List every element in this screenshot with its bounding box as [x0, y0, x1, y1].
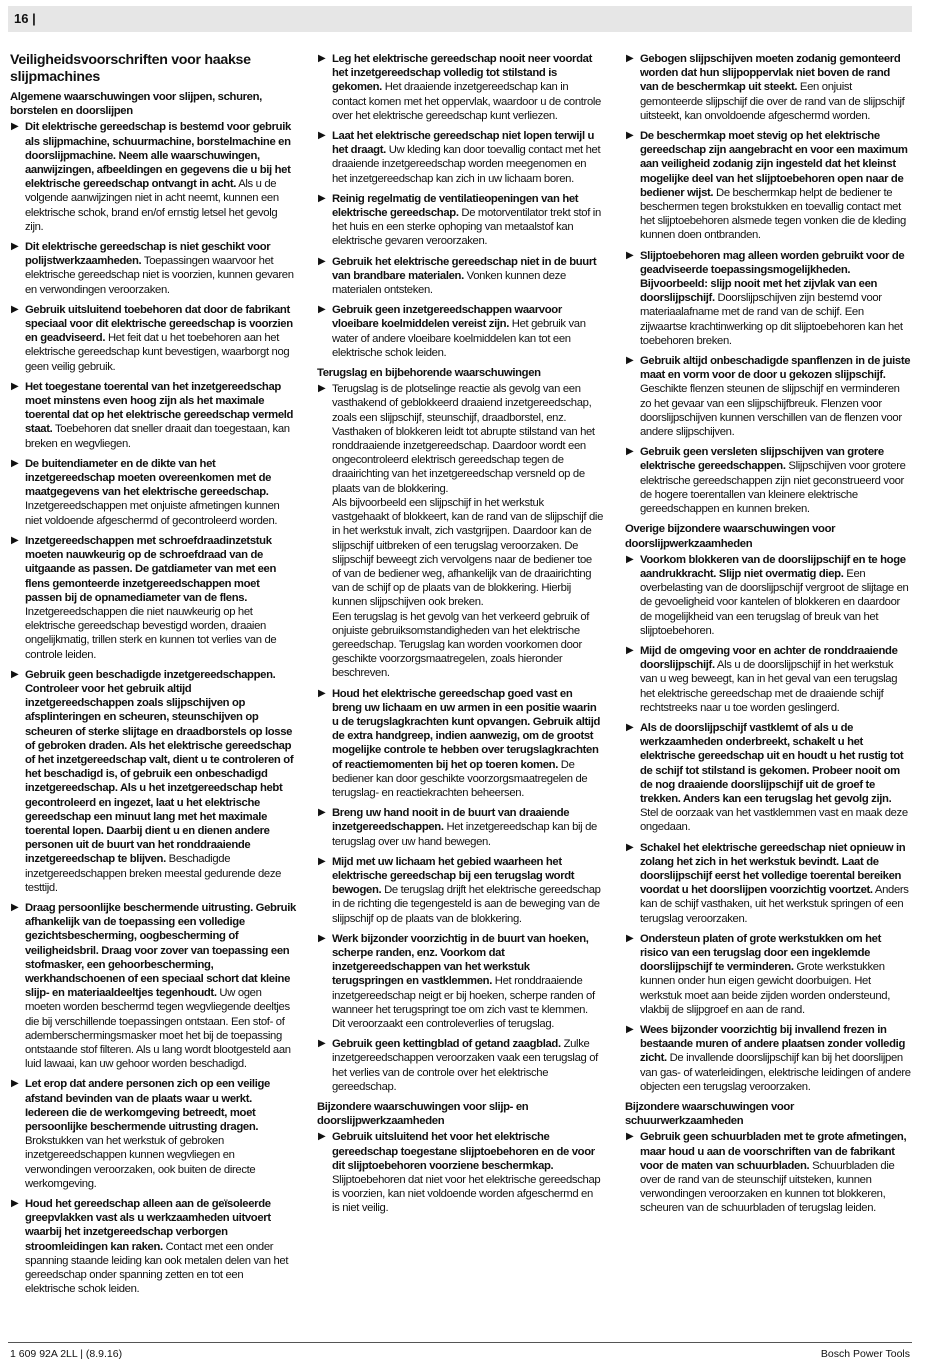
page-header-bar [8, 6, 912, 32]
warning-bold-text: Schakel het elektrische gereedschap niet opnieuw in zolang het zich in het werkstuk bevindt. Laat de doorslijpschijf eerst het volledige toerental bereiken voordat u het doorslijpen voorzichtig voortzet. [640, 841, 906, 897]
warning-item [317, 303, 603, 360]
bullet-triangle-icon: ▶ [11, 901, 19, 913]
bullet-triangle-icon: ▶ [318, 304, 326, 316]
warning-body-text: Grote werkstukken kunnen onder hun eigen gewicht doorbuigen. Het werkstuk moet aan beide zijden worden ondersteund, vlakbij de slijpgroef en aan de rand. [640, 961, 891, 1016]
warning-item [10, 380, 296, 451]
column-3 [625, 52, 911, 1222]
section-title: Veiligheidsvoorschriften voor haakse slijpmachines [10, 52, 251, 85]
warning-item [625, 129, 911, 243]
bullet-triangle-icon: ▶ [626, 841, 634, 853]
warning-body-text: Een overbelasting van de doorslijpschijf vergroot de slijtage en de gevoeligheid voor kantelen of blokkeren en daardoor de mogelijkheid van een terugslag of breuk van het slijptoebehoren. [640, 567, 909, 637]
warning-body-text: De motorventilator trekt stof in het huis en een sterke ophoping van metaalstof kan elektrische gevaren veroorzaken. [332, 207, 601, 248]
warning-body-text: Inzetgereedschappen met onjuiste afmetingen kunnen niet voldoende afgeschermd of gecontroleerd worden. [25, 500, 280, 527]
warning-bold-text: Houd het gereedschap alleen aan de geïsoleerde greepvlakken vast als u werkzaamheden uitvoert waarbij het inzetgereedschap verborgen stroomleidingen kan raken. [25, 1198, 271, 1253]
warning-item [317, 687, 603, 801]
warning-item [10, 901, 296, 1071]
warning-item [10, 120, 296, 234]
warning-body-text: Beschadigde inzetgereedschappen breken meestal gedurende deze testtijd. [25, 853, 282, 894]
warning-bold-text: Gebruik geen schuurbladen met te grote afmetingen, maar houd u aan de voorschriften van de fabrikant voor de maten van schuurbladen. [640, 1131, 907, 1172]
section-heading: Terugslag en bijbehorende waarschuwingen [317, 367, 541, 380]
bullet-triangle-icon: ▶ [318, 1038, 326, 1050]
warning-bold-text: Gebruik geen kettingblad of getand zaagblad. [332, 1038, 561, 1051]
bullet-triangle-icon: ▶ [318, 255, 326, 267]
warning-body-text: Schuurbladen die over de rand van de steunschijf uitsteken, kunnen verwondingen veroorzaken en kunnen tot blokkeren, scheuren van de schuurbladen of terugslag leiden. [640, 1159, 895, 1215]
warning-body-text: De beschermkap helpt de bediener te beschermen tegen brokstukken en toevallig contact met het slijptoebehoren alsmede tegen vonken die de kleding kunnen doen ontbranden. [640, 186, 906, 242]
bullet-triangle-icon: ▶ [11, 668, 19, 680]
warning-item [625, 52, 911, 123]
warning-body-text: Inzetgereedschappen die niet nauwkeurig op het elektrische gereedschap bevestigd worden, draaien ongelijkmatig, trillen sterk en kunnen tot verlies van de controle leiden. [25, 605, 277, 661]
warning-item [625, 249, 911, 348]
bullet-triangle-icon: ▶ [626, 644, 634, 656]
warning-bold-text: Gebruik uitsluitend toebehoren dat door de fabrikant speciaal voor dit elektrische gereedschap is voorzien en geadviseerd. [25, 303, 293, 345]
warning-bold-text: Inzetgereedschappen met schroefdraadinzetstuk moeten nauwkeurig op de schroefdraad van de uitgaande as passen. De gatdiameter van met een flens gemonteerde inzetgereedschappen moet passen bij de opnamediameter van de flens. [25, 534, 277, 604]
warning-item [317, 1130, 603, 1215]
bullet-triangle-icon: ▶ [11, 303, 19, 315]
warning-item [317, 855, 603, 926]
warning-body-text: Toebehoren dat sneller draait dan toegestaan, kan breken en wegvliegen. [25, 423, 290, 450]
warning-body-text: Slijptoebehoren dat niet voor het elektrische gereedschap is voorzien, kan niet voldoende worden afgeschermd en is niet veilig. [332, 1174, 601, 1215]
bullet-triangle-icon: ▶ [318, 687, 326, 699]
bullet-triangle-icon: ▶ [11, 1198, 19, 1210]
warning-body-text: Een onjuist gemonteerde slijpschijf die over de rand van de slijpschijf uitsteekt, kan onvoldoende afgeschermd worden. [640, 81, 905, 122]
warning-item [625, 553, 911, 638]
warning-bold-text: Werk bijzonder voorzichtig in de buurt van hoeken, scherpe randen, enz. Voorkom dat inzetgereedschappen van het werkstuk terugspringen en vastklemmen. [332, 932, 589, 988]
warning-body-text: De bediener kan door geschikte voorzorgsmaatregelen de terugslag- en reactiekrachten beheersen. [332, 758, 588, 799]
warning-body-text: Het ronddraaiende inzetgereedschap neigt er bij hoeken, scherpe randen of wanneer het terugspringt toe om zich vast te klemmen. Dit veroorzaakt een controleverlies of terugslag. [332, 975, 595, 1030]
warning-item [317, 932, 603, 1031]
warning-item [625, 644, 911, 715]
warning-body-text: Toepassingen waarvoor het elektrische gereedschap niet is voorzien, kunnen gevaren en verwondingen veroorzaken. [25, 255, 294, 296]
warning-bold-text: Het toegestane toerental van het inzetgereedschap moet minstens even hoog zijn als het maximale toerental dat op het elektrische gereedschap vermeld staat. [25, 380, 294, 436]
column-1 [10, 52, 296, 1302]
warning-body-text: Brokstukken van het werkstuk of gebroken inzetgereedschappen kunnen wegvliegen en verwondingen veroorzaken, ook buiten de directe werkomgeving. [25, 1135, 256, 1190]
warning-body-text: Het inzetgereedschap kan bij de terugslag over uw hand bewegen. [332, 821, 597, 848]
warning-bold-text: Laat het elektrische gereedschap niet lopen terwijl u het draagt. [332, 130, 595, 157]
section-heading: Bijzondere waarschuwingen voor slijp- en doorslijpwerkzaamheden [317, 1101, 529, 1128]
warning-item [317, 382, 603, 680]
warning-item [317, 1037, 603, 1094]
warning-bold-text: Wees bijzonder voorzichtig bij invallend frezen in bestaande muren of andere plaatsen zonder volledig zicht. [640, 1024, 905, 1065]
warning-item [317, 129, 603, 186]
bullet-triangle-icon: ▶ [318, 192, 326, 204]
bullet-triangle-icon: ▶ [626, 355, 634, 367]
bullet-triangle-icon: ▶ [318, 807, 326, 819]
warning-item [625, 1130, 911, 1215]
warning-body-text: Anders kan de schijf vasthaken, uit het werkstuk springen of een terugslag veroorzaken. [640, 884, 909, 925]
warning-body-text: Als u de volgende aanwijzingen niet in acht neemt, kunnen een elektrische schok, brand en/of ernstig letsel het gevolg zijn. [25, 178, 279, 233]
warning-item [625, 932, 911, 1017]
bullet-triangle-icon: ▶ [626, 932, 634, 944]
warning-bold-text: Reinig regelmatig de ventilatieopeningen van het elektrische gereedschap. [332, 192, 579, 220]
warning-bold-text: Gebruik geen beschadigde inzetgereedschappen. Controleer voor het gebruik altijd inzetgereedschappen zoals slijpschijven op afsplinteringen en scheuren, steunschijven op scheuren of sterke slijtage en draadborstels op losse of gebroken draden. Als het elektrische gereedschap of het inzetgereedschap valt, dient u te controleren of het beschadigd is, of gebruik een onbeschadigd inzetgereedschap. Als u het inzetgereedschap hebt gecontroleerd en ingezet, laat u het elektrische gereedschap een minuut lang met het maximale toerental lopen. Daarbij dient u en dienen andere personen uit de buurt van het ronddraaiende inzetgereedschap te blijven. [25, 668, 294, 866]
warning-item [10, 668, 296, 895]
section-heading: Overige bijzondere waarschuwingen voor doorslijpwerkzaamheden [625, 523, 836, 550]
warning-item [10, 303, 296, 374]
warning-item [10, 240, 296, 297]
warning-body-text: Vonken kunnen deze materialen ontsteken. [332, 269, 566, 297]
warning-body-text: De invallende doorslijpschijf kan bij het doorslijpen van gas- of waterleidingen, elektrische leidingen of andere objecten een terugslag veroorzaken. [640, 1052, 911, 1093]
warning-bold-text: Breng uw hand nooit in de buurt van draaiende inzetgereedschappen. [332, 807, 570, 834]
warning-item [317, 255, 603, 298]
warning-bold-text: Let erop dat andere personen zich op een veilige afstand bevinden van de plaats waar u werkt. Iedereen die de werkomgeving betreedt, moet persoonlijke beschermende uitrusting dragen. [25, 1078, 270, 1134]
warning-item [625, 445, 911, 516]
bullet-triangle-icon: ▶ [11, 457, 19, 469]
warning-item [625, 721, 911, 835]
warning-bold-text: Gebruik uitsluitend het voor het elektrische gereedschap toegestane slijptoebehoren en de voor dit slijptoebehoren voorziene beschermkap. [332, 1131, 595, 1172]
section-heading: Algemene waarschuwingen voor slijpen, schuren, borstelen en doorslijpen [10, 91, 262, 118]
warning-bold-text: Mijd met uw lichaam het gebied waarheen het elektrische gereedschap bij een terugslag wordt bewogen. [332, 855, 575, 897]
warning-bold-text: Gebruik geen inzetgereedschappen waarvoor vloeibare koelmiddelen vereist zijn. [332, 304, 562, 331]
warning-bold-text: Als de doorslijpschijf vastklemt of als u de werkzaamheden onderbreekt, schakelt u het elektrische gereedschap uit en houdt u het rustig tot de schijf tot stilstand is gekomen. Probeer nooit om de nog draaiende doorslijpschijf uit de groef te trekken. Anders kan een terugslag het gevolg zijn. [640, 721, 904, 805]
warning-bold-text: Dit elektrische gereedschap is bestemd voor gebruik als slijpmachine, schuurmachine, borstelmachine en doorslijpmachine. Neem alle waarschuwingen, aanwijzingen, afbeeldingen en gegevens die u bij het elektrische gereedschap ontvangt in acht. [25, 121, 291, 191]
page-number: 16 | [14, 11, 36, 26]
warning-item [317, 52, 603, 123]
warning-bold-text: Gebruik geen versleten slijpschijven van grotere elektrische gereedschappen. [640, 446, 884, 473]
bullet-triangle-icon: ▶ [11, 121, 19, 133]
warning-bold-text: Ondersteun platen of grote werkstukken om het risico van een terugslag door een ingeklemde doorslijpschijf te verminderen. [640, 932, 881, 974]
warning-item [625, 841, 911, 926]
bullet-triangle-icon: ▶ [626, 1131, 634, 1143]
warning-bold-text: Gebogen slijpschijven moeten zodanig gemonteerd worden dat hun slijpoppervlak niet boven de rand van de beschermkap uit steekt. [640, 53, 901, 94]
bullet-triangle-icon: ▶ [626, 53, 634, 64]
warning-item [10, 534, 296, 662]
bullet-triangle-icon: ▶ [318, 855, 326, 867]
warning-bold-text: Gebruik het elektrische gereedschap niet in de buurt van brandbare materialen. [332, 255, 597, 282]
bullet-triangle-icon: ▶ [626, 130, 634, 142]
bullet-triangle-icon: ▶ [626, 1024, 634, 1035]
warning-body-text: Doorslijpschijven zijn bestemd voor materiaalafname met de rand van de schijf. Een zijwaartse krachtinwerking op dit slijptoebehoren kan het toebehoren breken. [640, 292, 903, 347]
warning-body-text: Uw ogen moeten worden beschermd tegen wegvliegende deeltjes die bij verschillende toepassingen ontstaan. Een stof- of ademberschermingsmasker moet het bij de toepassing ontstaande stof filteren. Als u lang wordt blootgesteld aan luid lawaai, kan uw gehoor worden beschadigd. [25, 987, 291, 1071]
warning-body-text: De terugslag drijft het elektrische gereedschap in de richting die tegengesteld is aan de beweging van de slijpschijf op de plaats van de blokkering. [332, 884, 601, 925]
warning-body-text: Slijpschijven voor grotere elektrische gereedschappen zijn niet geconstrueerd voor de hogere toerentallen van kleinere elektrische gereedschappen en kunnen breken. [640, 460, 906, 516]
warning-bold-text: Voorkom blokkeren van de doorslijpschijf en te hoge aandrukkracht. Slijp niet overmatig diep. [640, 553, 906, 580]
warning-item [10, 1077, 296, 1191]
content-columns [10, 52, 911, 1332]
warning-item [625, 354, 911, 439]
warning-body-text: Terugslag is de plotselinge reactie als gevolg van een vasthakend of geblokkeerd draaiend inzetgereedschap, zoals een slijpschijf, steunschijf, draadborstel, enz. Vasthaken of blokkeren leidt tot abrupte stilstand van het ronddraaiende inzetgereedschap. Daardoor wordt een ongecontroleerd elektrisch gereedschap tegen de draairichting van het inzetgereedschap versneld op de plaats van de blokkering. Als bijvoorbeeld een slijpschijf in het werkstuk vastgehaakt of blokkeert, kan de rand van de slijpschijf die in het werkstuk invalt, zich vastgrijpen. Daardoor kan de slijpschijf uitbreken of een terugslag veroorzaken. De slijpschijf beweegt zich vervolgens naar de bediener toe of van de bediener weg, afhankelijk van de draairichting van de schijf op de plaats van de blokkering. Hierbij kunnen slijpschijven ook breken. Een terugslag is het gevolg van het verkeerd gebruik of onjuiste gebruiksomstandigheden van het elektrische gereedschap. Terugslag kan worden voorkomen door geschikte voorzorgsmaatregelen, zoals hieronder beschreven. [332, 383, 604, 680]
bullet-triangle-icon: ▶ [626, 446, 634, 458]
bullet-triangle-icon: ▶ [626, 553, 634, 565]
warning-body-text: Geschikte flenzen steunen de slijpschijf en verminderen zo het gevaar van een slijpschijfbreuk. Flenzen voor doorslijpschijven kunnen verschillen van de flenzen voor andere slijpschijven. [640, 383, 902, 439]
warning-bold-text: Slijptoebehoren mag alleen worden gebruikt voor de geadviseerde toepassingsmogelijkheden. Bijvoorbeeld: slijp nooit met het zijvlak van een doorslijpschijf. [640, 249, 905, 305]
warning-bold-text: Mijd de omgeving voor en achter de ronddraaiende doorslijpschijf. [640, 644, 898, 672]
bullet-triangle-icon: ▶ [626, 249, 634, 261]
bullet-triangle-icon: ▶ [318, 53, 326, 64]
warning-item [10, 457, 296, 528]
bullet-triangle-icon: ▶ [11, 1078, 19, 1090]
warning-body-text: Het feit dat u het toebehoren aan het elektrische gereedschap kunt bevestigen, waarborgt nog geen veilig gebruik. [25, 332, 290, 373]
warning-body-text: Het gebruik van water of andere vloeibare koelmiddelen kan tot een elektrische schok leiden. [332, 318, 586, 359]
section-heading: Bijzondere waarschuwingen voor schuurwerkzaamheden [625, 1101, 795, 1128]
warning-item [317, 806, 603, 849]
footer-doc-code: 1 609 92A 2LL | (8.9.16) [10, 1348, 123, 1360]
warning-bold-text: Dit elektrische gereedschap is niet geschikt voor polijstwerkzaamheden. [25, 241, 271, 268]
bullet-triangle-icon: ▶ [318, 383, 326, 395]
warning-body-text: Zulke inzetgereedschappen veroorzaken vaak een terugslag of het verlies van de controle over het elektrische gereedschap. [332, 1038, 598, 1093]
bullet-triangle-icon: ▶ [318, 130, 326, 142]
bullet-triangle-icon: ▶ [11, 241, 19, 253]
page-footer [8, 1342, 912, 1360]
warning-bold-text: Houd het elektrische gereedschap goed vast en breng uw lichaam en uw armen in een positie waarin u de terugslagkrachten kunt opvangen. Gebruik altijd de extra handgreep, indien aanwezig, om de grootst mogelijke controle te hebben over terugslagkrachten of reactiemomenten bij het op toeren komen. [332, 687, 601, 771]
warning-bold-text: Leg het elektrische gereedschap nooit neer voordat het inzetgereedschap volledig tot stilstand is gekomen. [332, 53, 592, 94]
column-2 [317, 52, 603, 1222]
bullet-triangle-icon: ▶ [318, 932, 326, 944]
warning-body-text: Contact met een onder spanning staande leiding kan ook metalen delen van het gereedschap onder spanning zetten en tot een elektrische schok leiden. [25, 1240, 289, 1296]
warning-body-text: Stel de oorzaak van het vastklemmen vast en maak deze ongedaan. [640, 807, 908, 834]
warning-body-text: Uw kleding kan door toevallig contact met het draaiende inzetgereedschap worden meegenomen en het inzetgereedschap kan zich in uw lichaam boren. [332, 144, 601, 185]
warning-body-text: Als u de doorslijpschijf in het werkstuk van u weg beweegt, kan in het geval van een terugslag het elektrische gereedschap met de draaiende schijf rechtstreeks naar u toe worden geslingerd. [640, 659, 898, 714]
warning-item [317, 192, 603, 249]
warning-body-text: Het draaiende inzetgereedschap kan in contact komen met het oppervlak, waardoor u de controle over het elektrische gereedschap kunt verliezen. [332, 81, 601, 122]
warning-bold-text: De beschermkap moet stevig op het elektrische gereedschap zijn aangebracht en voor een maximum aan veiligheid zodanig zijn ingesteld dat het kleinst mogelijke deel van het slijptoebehoren open naar de bediener wijst. [640, 130, 908, 199]
warning-bold-text: De buitendiameter en de dikte van het inzetgereedschap moeten overeenkomen met de maatgegevens van het elektrische gereedschap. [25, 457, 272, 499]
warning-bold-text: Gebruik altijd onbeschadigde spanflenzen in de juiste maat en vorm voor de door u gekozen slijpschijf. [640, 355, 911, 382]
footer-brand: Bosch Power Tools [820, 1348, 910, 1360]
bullet-triangle-icon: ▶ [626, 721, 634, 733]
bullet-triangle-icon: ▶ [11, 380, 19, 392]
warning-item [10, 1197, 296, 1296]
bullet-triangle-icon: ▶ [318, 1131, 326, 1143]
warning-bold-text: Draag persoonlijke beschermende uitrusting. Gebruik afhankelijk van de toepassing een volledige gezichtsbescherming, oogbescherming of veiligheidsbril. Draag voor zover van toepassing een stofmasker, een gehoorbescherming, werkhandschoenen of een speciaal schort dat kleine slijp- en materiaaldeeltjes tegenhoudt. [25, 901, 296, 1000]
warning-item [625, 1023, 911, 1094]
bullet-triangle-icon: ▶ [11, 534, 19, 546]
